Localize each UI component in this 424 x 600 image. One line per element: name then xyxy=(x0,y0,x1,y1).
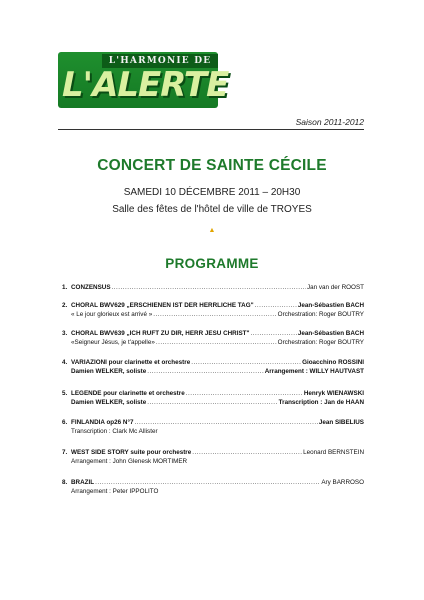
item-number: 1. xyxy=(62,284,68,291)
programme-item xyxy=(62,390,364,407)
composer: Gioacchino ROSSINI xyxy=(302,359,364,366)
leader-dots xyxy=(147,368,264,377)
composer: Ary BARROSO xyxy=(321,479,364,486)
programme-item xyxy=(62,359,364,376)
harmonie-logo xyxy=(58,52,229,108)
piece-title: CHORAL BWV639 „ICH RUFT ZU DIR, HERR JESU CHRIST" xyxy=(71,330,250,337)
item-number: 5. xyxy=(62,390,68,397)
logo-subtitle: L'HARMONIE DE xyxy=(102,54,218,68)
programme-item xyxy=(62,302,364,319)
leader-dots xyxy=(134,419,317,428)
leader-dots xyxy=(192,449,302,458)
leader-dots xyxy=(186,390,303,399)
piece-title: VARIAZIONI pour clarinette et orchestre xyxy=(71,359,191,366)
item-number: 2. xyxy=(62,302,68,309)
concert-venue: Salle des fêtes de l'hôtel de ville de TROYES xyxy=(112,204,312,215)
programme-heading: PROGRAMME xyxy=(165,256,259,271)
orchestrator: Orchestration: Roger BOUTRY xyxy=(277,310,364,318)
composer: Jan van der ROOST xyxy=(306,284,364,291)
soloist: Damien WELKER, soliste xyxy=(71,398,147,406)
arranger: Arrangement : John Glenesk MORTIMER xyxy=(71,457,188,465)
composer: Leonard BERNSTEIN xyxy=(303,449,364,456)
composer: Henryk WIENAWSKI xyxy=(303,390,364,397)
piece-title: FINLANDIA op26 N°7 xyxy=(71,419,134,426)
logo-title: L'ALERTE xyxy=(62,65,229,105)
composer: Jean-Sébastien BACH xyxy=(297,302,364,309)
arranger: Arrangement : WILLY HAUTVAST xyxy=(264,367,364,375)
leader-dots xyxy=(255,302,297,311)
leader-dots xyxy=(112,284,306,293)
leader-dots xyxy=(147,399,277,408)
piece-title: CHORAL BWV629 „ERSCHIENEN IST DER HERRLICHE TAG" xyxy=(71,302,254,309)
concert-date: SAMEDI 10 DÉCEMBRE 2011 – 20H30 xyxy=(123,187,301,198)
piece-title: BRAZIL xyxy=(71,479,95,486)
composer: Jean-Sébastien BACH xyxy=(297,330,364,337)
leader-dots xyxy=(95,479,320,488)
programme-item xyxy=(62,449,364,466)
item-number: 4. xyxy=(62,359,68,366)
programme-item xyxy=(62,284,364,293)
soloist: Damien WELKER, soliste xyxy=(71,367,147,375)
item-number: 6. xyxy=(62,419,68,426)
programme-item xyxy=(62,479,364,496)
programme-item xyxy=(62,330,364,347)
piece-title: CONZENSUS xyxy=(71,284,111,291)
arranger: Arrangement : Peter IPPOLITO xyxy=(71,487,159,495)
transcriber: Transcription : Jan de HAAN xyxy=(278,398,364,406)
piece-title: WEST SIDE STORY suite pour orchestre xyxy=(71,449,192,456)
season-label: Saison 2011-2012 xyxy=(295,117,364,127)
piece-subtitle: «Seigneur Jésus, je t'appelle» xyxy=(71,338,155,346)
leader-dots xyxy=(156,339,277,348)
concert-title: CONCERT DE SAINTE CÉCILE xyxy=(97,157,327,174)
piece-subtitle: « Le jour glorieux est arrivé » xyxy=(71,310,153,318)
programme-item xyxy=(62,419,364,436)
item-number: 7. xyxy=(62,449,68,456)
item-number: 8. xyxy=(62,479,68,486)
ornament-icon: ▲ xyxy=(208,227,216,234)
leader-dots xyxy=(251,330,297,339)
composer: Jean SIBELIUS xyxy=(318,419,364,426)
header-divider xyxy=(58,129,364,130)
piece-title: LEGENDE pour clarinette et orchestre xyxy=(71,390,185,397)
item-number: 3. xyxy=(62,330,68,337)
leader-dots xyxy=(153,311,276,320)
orchestrator: Orchestration: Roger BOUTRY xyxy=(277,338,364,346)
transcriber: Transcription : Clark Mc Allister xyxy=(71,427,158,435)
leader-dots xyxy=(191,359,301,368)
